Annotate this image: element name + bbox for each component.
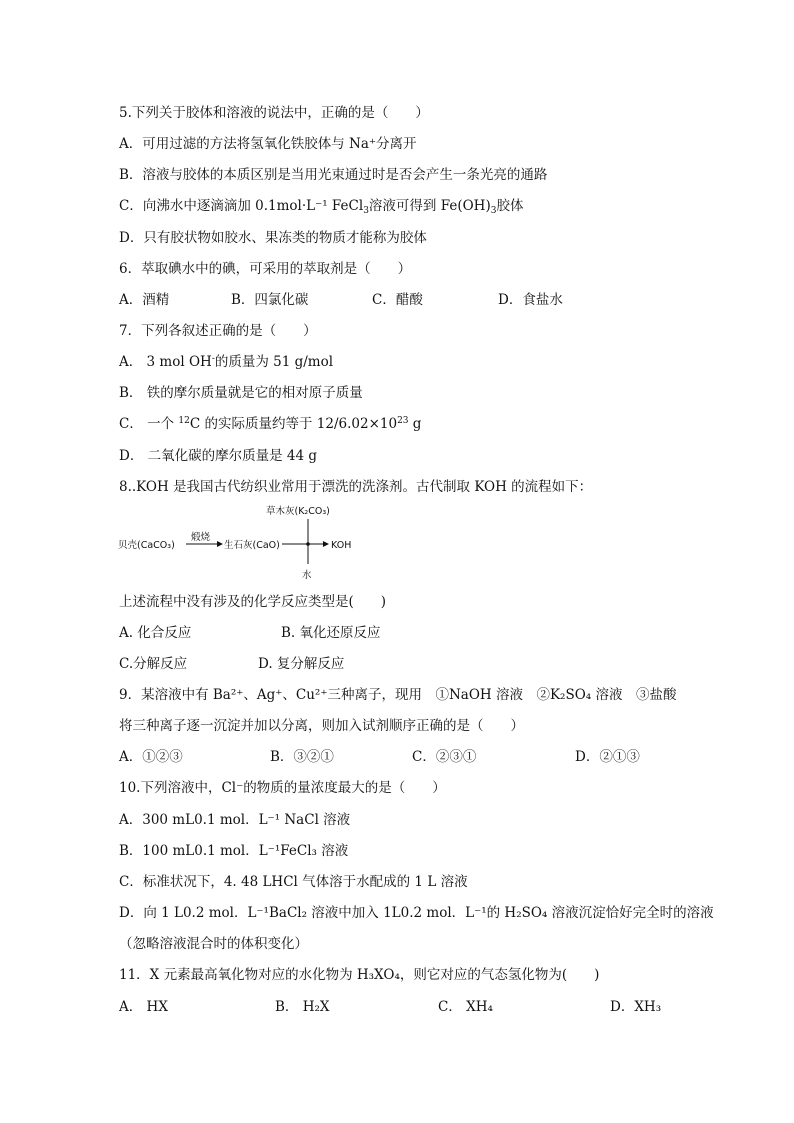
q10-option-d: D．向 1 L0.2 mol．L⁻¹BaCl₂ 溶液中加入 1L0.2 mol．L⁻¹的 H₂SO₄ 溶液沉淀恰好完全时的溶液 <box>119 905 714 921</box>
q5-option-d: D．只有胶状物如胶水、果冻类的物质才能称为胶体 <box>119 230 427 246</box>
q7-c-text-3: g <box>408 416 422 432</box>
q7-c-sup-2: 23 <box>397 416 409 426</box>
q11-option-a: A． HX <box>119 999 168 1015</box>
q8-option-a: A. 化合反应 <box>119 625 192 641</box>
q7-a-text-1: A． 3 mol OH <box>119 354 212 370</box>
q7-a-text-2: 的质量为 51 g/mol <box>214 354 334 370</box>
q5-c-text-1: C．向沸水中逐滴滴加 0.1mol·L⁻¹ FeCl <box>119 198 364 214</box>
q8-question: 上述流程中没有涉及的化学反应类型是( ) <box>119 594 387 610</box>
q7-a-sup: - <box>211 354 215 364</box>
flow-shell-label: 贝壳(CaCO₃) <box>118 540 175 551</box>
flow-arrowhead-1 <box>217 541 223 547</box>
q10-option-a: A．300 mL0.1 mol．L⁻¹ NaCl 溶液 <box>119 812 351 828</box>
flow-calcine-label: 煅烧 <box>191 532 211 543</box>
q5-c-sub-1: 3 <box>363 206 369 216</box>
flow-ash-label: 草木灰(K₂CO₃) <box>266 506 330 517</box>
q11-stem: 11．X 元素最高氧化物对应的水化物为 H₃XO₄，则它对应的气态氢化物为( ) <box>119 967 600 983</box>
q8-option-b: B. 氧化还原反应 <box>281 625 381 641</box>
q11-option-b: B． H₂X <box>275 999 330 1015</box>
q6-option-d: D．食盐水 <box>498 292 563 308</box>
flow-product-label: KOH <box>331 540 352 551</box>
q9-option-a: A．①②③ <box>119 749 183 765</box>
q9-stem: 9．某溶液中有 Ba²⁺、Ag⁺、Cu²⁺三种离子，现用 ①NaOH 溶液 ②K₂SO₄ 溶液 ③盐酸 <box>119 687 677 703</box>
q5-stem: 5.下列关于胶体和溶液的说法中，正确的是（ ） <box>119 105 429 121</box>
q7-option-c <box>119 415 421 433</box>
q7-stem: 7．下列各叙述正确的是（ ） <box>119 323 317 339</box>
flow-lime-label: 生石灰(CaO) <box>224 540 280 551</box>
q10-option-c: C．标准状况下，4. 48 LHCl 气体溶于水配成的 1 L 溶液 <box>119 874 468 890</box>
q9-option-b: B．③②① <box>270 749 334 765</box>
q5-c-sub-2: 3 <box>490 206 497 216</box>
q11-options <box>119 998 689 1016</box>
q9-stem-continued: 将三种离子逐一沉淀并加以分离，则加入试剂顺序正确的是（ ） <box>119 718 524 734</box>
q5-c-text-2: 溶液可得到 Fe(OH) <box>368 198 491 214</box>
flow-water-label: 水 <box>302 570 312 581</box>
q10-option-d-note: （忽略溶液混合时的体积变化） <box>119 936 308 952</box>
q7-option-a <box>119 353 333 371</box>
q7-option-b: B． 铁的摩尔质量就是它的相对原子质量 <box>119 385 363 401</box>
q10-option-b: B．100 mL0.1 mol．L⁻¹FeCl₃ 溶液 <box>119 843 349 859</box>
q8-options-row-2 <box>119 655 689 673</box>
q11-option-c: C． XH₄ <box>438 999 493 1015</box>
q9-option-c: C．②③① <box>412 749 477 765</box>
q8-options-row-1 <box>119 624 689 642</box>
q8-option-c: C.分解反应 <box>119 656 188 672</box>
q7-c-text-1: C． 一个 <box>119 416 179 432</box>
q9-option-d: D．②①③ <box>575 749 640 765</box>
q7-c-sup-1: 12 <box>178 416 190 426</box>
q5-option-a: A．可用过滤的方法将氢氧化铁胶体与 Na⁺分离开 <box>119 136 417 152</box>
q6-options <box>119 291 689 309</box>
q5-c-text-3: 胶体 <box>496 198 524 214</box>
q6-option-c: C．醋酸 <box>372 292 423 308</box>
flow-arrowhead-2 <box>323 541 329 547</box>
q8-stem: 8..KOH 是我国古代纺织业常用于漂洗的洗涤剂。古代制取 KOH 的流程如下： <box>119 479 593 495</box>
q10-stem: 10.下列溶液中，Cl⁻的物质的量浓度最大的是（ ） <box>119 780 446 796</box>
q11-option-d: D．XH₃ <box>610 999 662 1015</box>
q8-option-d: D. 复分解反应 <box>258 656 345 672</box>
koh-process-flow-diagram <box>116 500 366 585</box>
q6-option-a: A．酒精 <box>119 292 170 308</box>
q6-option-b: B．四氯化碳 <box>231 292 309 308</box>
q5-option-c <box>119 197 523 215</box>
q6-stem: 6．萃取碘水中的碘，可采用的萃取剂是（ ） <box>119 261 412 277</box>
q5-option-b: B．溶液与胶体的本质区别是当用光束通过时是否会产生一条光亮的通路 <box>119 167 548 183</box>
q7-option-d: D． 二氧化碳的摩尔质量是 44 g <box>119 448 318 464</box>
q9-options <box>119 748 689 766</box>
q7-c-text-2: C 的实际质量约等于 12/6.02×10 <box>189 416 398 432</box>
